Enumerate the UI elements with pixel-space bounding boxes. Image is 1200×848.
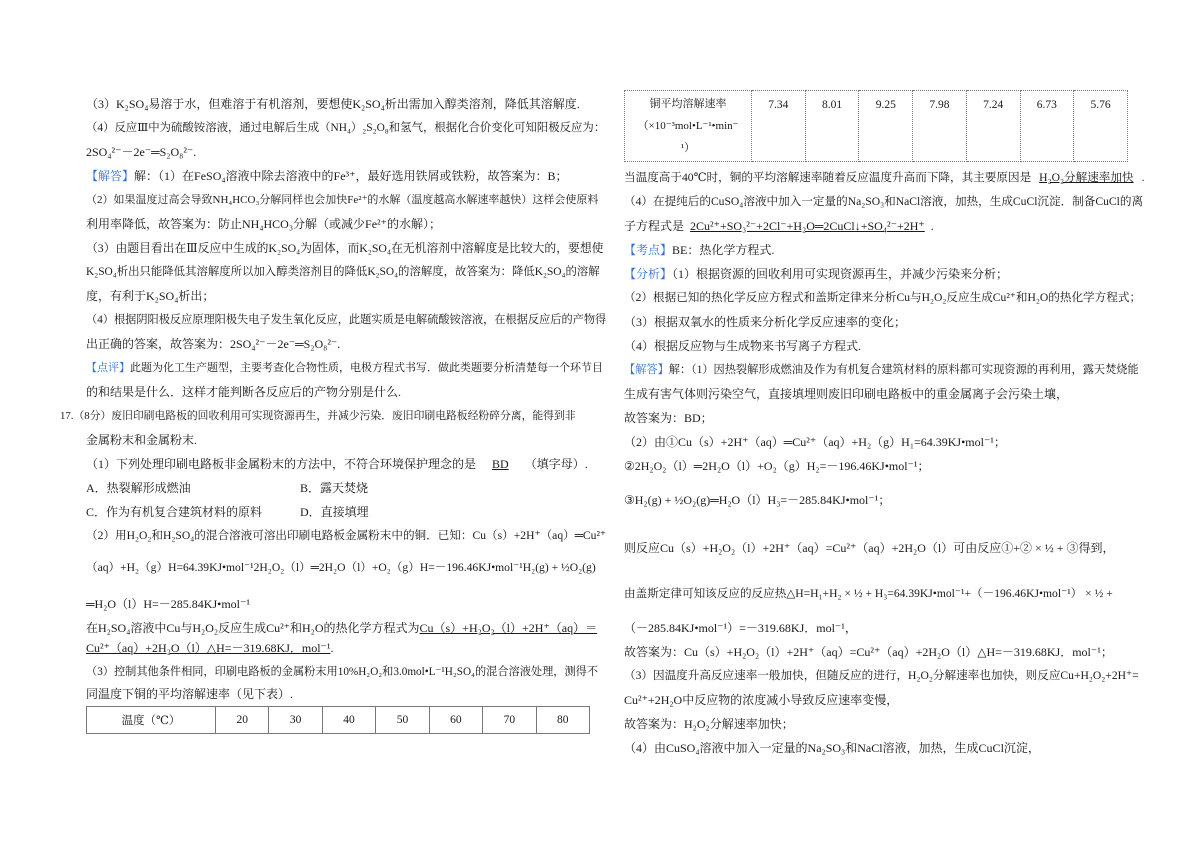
answer-blank: Cu（s）+H₂O₂（l）+2H⁺（aq）＝	[419, 621, 598, 635]
text-line: 故答案为：BD；	[624, 411, 713, 425]
text-line	[86, 360, 603, 376]
line-text: 子方程式是	[624, 219, 685, 233]
text-line: （4）由CuSO₄溶液中加入一定量的Na₂SO₃和NaCl溶液，加热，生成CuCl沉淀，	[624, 741, 1040, 755]
text-line	[86, 456, 588, 472]
text-line: （2）由①Cu（s）+2H⁺（aq）═Cu²⁺（aq）+H₂（g）H₁=64.39KJ•mol⁻¹；	[624, 435, 1006, 449]
line-text: （填字母）.	[524, 457, 588, 471]
text-line: （4）反应Ⅲ中为硫酸铵溶液，通过电解后生成（NH₄）₂S₂O₈和氢气，根据化合价变化可知阳极反应为：	[86, 122, 606, 134]
line-text: .	[930, 219, 934, 233]
table-cell: 20	[216, 707, 269, 734]
text-line: 同温度下铜的平均溶解速率（见下表）.	[86, 687, 294, 701]
text-line: 出正确的答案，故答案为：2SO₄²⁻－2e⁻═S₂O₈²⁻.	[86, 337, 341, 351]
text-line: 2SO₄²⁻－2e⁻═S₂O₈²⁻.	[86, 145, 197, 159]
section-tag: 【解答】	[86, 169, 135, 183]
table-cell: 6.73	[1020, 91, 1074, 162]
text-line: （3）控制其他条件相同，印刷电路板的金属粉末用10%H₂O₂和3.0mol•L⁻¹H₂SO₄的混合溶液处理，测得不	[86, 666, 599, 678]
table-header-cell: 温度（℃）	[87, 707, 216, 734]
line-text: 在H₂SO₄溶液中Cu与H₂O₂反应生成Cu²⁺和H₂O的热化学方程式为	[86, 621, 420, 635]
option-c: C．作为有机复合建筑材料的原料	[86, 505, 263, 519]
text-line: （4）根据反应物与生成物来书写离子方程式.	[624, 339, 862, 353]
line-text: .	[330, 641, 334, 655]
option-a: A．热裂解形成燃油	[86, 481, 191, 495]
text-line: （2）根据已知的热化学反应方程式和盖斯定律来分析Cu与H₂O₂反应生成Cu²⁺和H₂O的热化学方程式；	[624, 291, 1142, 304]
text-line: （3）K₂SO₄易溶于水，但难溶于有机溶剂，要想使K₂SO₄析出需加入醇类溶剂，降低其溶解度.	[86, 97, 580, 111]
line-text: 此题为化工生产题型，主要考查化合物性质，电极方程式书写．做此类题要分析清楚每一个环节目	[130, 362, 603, 374]
line-text: 当温度高于40℃时，铜的平均溶解速率随着反应温度升高而下降，其主要原因是	[624, 171, 1032, 184]
table-cell: 7.34	[752, 91, 806, 162]
text-line	[624, 170, 1144, 186]
answer-blank: H₂O₂分解速率加快	[1039, 171, 1134, 184]
table-cell: 5.76	[1074, 91, 1128, 162]
option-d: D．直接填埋	[300, 505, 369, 519]
table-cell: 80	[536, 707, 589, 734]
table-cell: 60	[429, 707, 482, 734]
section-tag: 【解答】	[624, 364, 669, 376]
text-line: 度，有利于K₂SO₄析出；	[86, 289, 215, 303]
table-header-cell	[625, 91, 752, 162]
text-line: 由盖斯定律可知该反应的反应热△H=H₁+H₂ × ½ + H₃=64.39KJ•mol⁻¹+（－196.46KJ•mol⁻¹） × ½ +	[624, 587, 1113, 600]
line-text: 解：（1）因热裂解形成燃油及作为有机复合建筑材料的原料都可实现资源的再利用，露天焚烧能	[668, 364, 1139, 376]
table-cell: 9.25	[859, 91, 913, 162]
text-line: 利用率降低，故答案为：防止NH₄HCO₃分解（或减少Fe²⁺的水解）；	[86, 217, 441, 231]
text-line: （2）如果温度过高会导致NH₄HCO₃分解同样也会加快Fe²⁺的水解（温度越高水解速率越快）这样会使原料	[86, 194, 599, 206]
text-line: （3）根据双氧水的性质来分析化学反应速率的变化；	[624, 315, 907, 329]
answer-blank: BD	[492, 457, 509, 471]
text-line	[86, 640, 333, 656]
rate-table	[624, 90, 1128, 162]
text-line	[624, 362, 1139, 378]
text-line: 故答案为：H₂O₂分解速率加快；	[624, 717, 794, 731]
table-cell: 8.01	[805, 91, 859, 162]
line-text: 解：（1）在FeSO₄溶液中除去溶液中的Fe³⁺，最好选用铁屑或铁粉，故答案为：B；	[134, 169, 568, 183]
header-line: 铜平均溶解速率	[649, 98, 727, 110]
section-tag: 【分析】	[624, 267, 673, 281]
text-line	[624, 266, 1008, 282]
text-line: 的和结果是什么．这样才能判断各反应后的产物分别是什么.	[86, 385, 402, 399]
table-cell: 70	[483, 707, 536, 734]
header-line: （×10⁻³mol•L⁻¹•min⁻	[637, 120, 739, 132]
answer-blank: 2Cu²⁺+SO₃²⁻+2Cl⁻+H₂O═2CuCl↓+SO₄²⁻+2H⁺	[690, 219, 925, 233]
line-text: （1）下列处理印刷电路板非金属粉末的方法中，不符合环境保护理念的是	[86, 457, 477, 471]
text-line	[86, 168, 567, 184]
line-text: BE：热化学方程式.	[672, 243, 775, 257]
text-line: K₂SO₄析出只能降低其溶解度所以加入醇类溶剂目的降低K₂SO₄的溶解度，故答案为：降低K₂SO₄的溶解	[86, 266, 600, 278]
text-line: （3）由题目看出在Ⅲ反应中生成的K₂SO₄为固体，而K₂SO₄在无机溶剂中溶解度是比较大的，要想使	[86, 241, 604, 255]
text-line: ═H₂O（l）H=－285.84KJ•mol⁻¹	[86, 597, 250, 611]
option-b: B．露天焚烧	[300, 481, 369, 495]
text-line: （2）用H₂O₂和H₂SO₄的混合溶液可溶出印刷电路板金属粉末中的铜．已知：Cu（s）+2H⁺（aq）═Cu²⁺	[86, 529, 607, 542]
table-row	[87, 707, 590, 734]
text-line: 故答案为：Cu（s）+H₂O₂（l）+2H⁺（aq）=Cu²⁺（aq）+2H₂O（l）△H=－319.68KJ．mol⁻¹；	[624, 645, 1113, 659]
text-line: （－285.84KJ•mol⁻¹）=－319.68KJ．mol⁻¹，	[624, 621, 857, 635]
line-text: （1）根据资源的回收利用可实现资源再生，并减少污染来分析；	[672, 267, 1009, 281]
section-tag: 【考点】	[624, 243, 673, 257]
text-line: （3）因温度升高反应速率一般加快，但随反应的进行，H₂O₂分解速率也加快，则反应Cu+H₂O₂+2H⁺=	[624, 669, 1139, 682]
text-line	[624, 242, 774, 258]
table-cell: 50	[376, 707, 429, 734]
text-line	[86, 620, 597, 636]
text-line: （4）在提纯后的CuSO₄溶液中加入一定量的Na₂SO₃和NaCl溶液，加热，生成CuCl沉淀．制备CuCl的离	[624, 195, 1144, 208]
header-line: ¹）	[680, 142, 696, 154]
table-cell: 30	[269, 707, 322, 734]
text-line: （4）根据阴阳极反应原理阳极失电子发生氧化反应，此题实质是电解硫酸铵溶液，在根据反应后的产物得	[86, 314, 607, 326]
text-line: ②2H₂O₂（l）═2H₂O（l）+O₂（g）H₂=－196.46KJ•mol⁻¹；	[624, 459, 930, 473]
text-line: Cu²⁺+2H₂O中反应物的浓度减小导致反应速率变慢，	[624, 693, 899, 707]
table-cell: 7.24	[966, 91, 1020, 162]
text-line	[624, 218, 934, 234]
section-tag: 【点评】	[86, 362, 130, 374]
text-line: ③H₂(g) + ½O₂(g)═H₂O（l）H₃=－285.84KJ•mol⁻¹；	[624, 493, 891, 507]
text-line: （aq）+H₂（g）H=64.39KJ•mol⁻¹2H₂O₂（l）═2H₂O（l）+O₂（g）H=－196.46KJ•mol⁻¹H₂(g) + ½O₂(g)	[86, 561, 596, 574]
text-line: 生成有害气体则污染空气，直接填埋则废旧印刷电路板中的重金属离子会污染土壤，	[624, 387, 1069, 401]
text-line: 金属粉末和金属粉末.	[86, 433, 198, 447]
temperature-table	[86, 706, 590, 734]
line-text: .	[1141, 171, 1145, 184]
table-cell: 40	[322, 707, 375, 734]
answer-blank: Cu²⁺（aq）+2H₂O（l）△H=－319.68KJ．mol⁻¹	[86, 641, 331, 655]
table-row	[625, 91, 1128, 162]
text-line: 则反应Cu（s）+H₂O₂（l）+2H⁺（aq）=Cu²⁺（aq）+2H₂O（l）可由反应①+② × ½ + ③得到，	[624, 541, 1115, 555]
question-17-line: 17.（8分）废旧印刷电路板的回收利用可实现资源再生，并减少污染．废旧印刷电路板经粉碎分离，能得到非	[60, 410, 576, 422]
table-cell: 7.98	[913, 91, 967, 162]
